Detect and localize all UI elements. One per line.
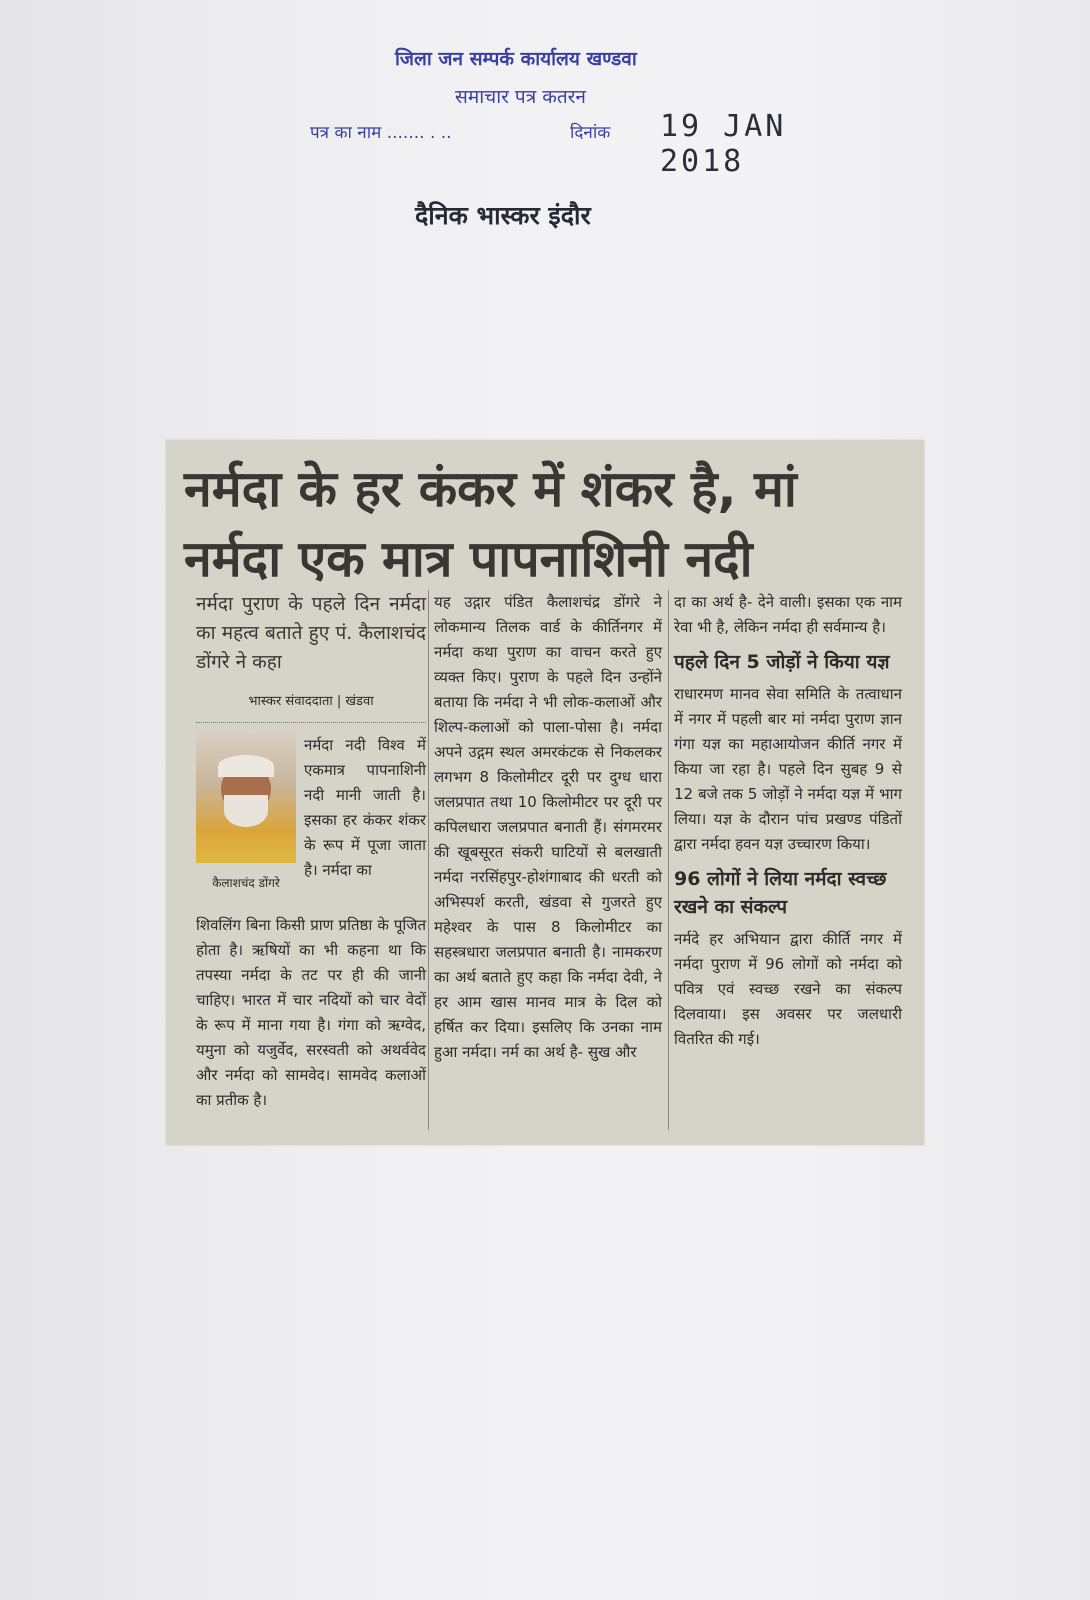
photo-side-text: नर्मदा नदी विश्व में एकमात्र पापनाशिनी नदी मानी जाती है। इसका हर कंकर शंकर के रूप में पूजा जाता है। नर्मदा का	[304, 736, 426, 879]
stamp-office-name: जिला जन सम्पर्क कार्यालय खण्डवा	[395, 48, 637, 70]
office-stamp	[300, 45, 860, 179]
newspaper-name: दैनिक भास्कर इंदौर	[415, 201, 591, 230]
stamp-title: समाचार पत्र कतरन	[455, 86, 586, 108]
column-1-text: शिवलिंग बिना किसी प्राण प्रतिष्ठा के पूजित होता है। ऋषियों का भी कहना था कि तपस्या नर्मदा के तट पर ही की जानी चाहिए। भारत में चार नदियों को चार वेदों के रूप में माना गया है। गंगा को ऋग्वेद, यमुना को यजुर्वेद, सरस्वती को अथर्ववेद और नर्मदा को सामवेद। सामवेद कलाओं का प्रतीक है।	[196, 916, 426, 1109]
column-divider	[428, 590, 429, 1130]
stamp-paper-label: पत्र का नाम ....... . ..	[310, 123, 452, 143]
photo-caption: कैलाशचंद डोंगरे	[212, 876, 280, 890]
article-column-3	[674, 590, 902, 1052]
photo-block	[196, 733, 426, 913]
author-photo	[196, 733, 296, 863]
article-column-1	[196, 590, 426, 1113]
section-text-pledge: नर्मदे हर अभियान द्वारा कीर्ति नगर में नर्मदा पुराण में 96 लोगों को नर्मदा को पवित्र एवं स्वच्छ रखने का संकल्प दिलवाया। इस अवसर पर जलधारी वितरित की गई।	[674, 930, 902, 1048]
column-divider	[668, 590, 669, 1130]
stamp-date-label: दिनांक	[570, 123, 611, 143]
section-heading-pledge: 96 लोगों ने लिया नर्मदा स्वच्छ रखने का संकल्प	[674, 868, 887, 918]
section-text-yagya: राधारमण मानव सेवा समिति के तत्वाधान में नगर में पहली बार मां नर्मदा पुराण ज्ञान गंगा यज्ञ का महाआयोजन कीर्ति नगर में किया जा रहा है। पहले दिन सुबह 9 से 12 बजे तक 5 जोड़ों ने नर्मदा यज्ञ में भाग लिया। यज्ञ के दौरान पांच प्रखण्ड पंडितों द्वारा नर्मदा हवन यज्ञ उच्चारण किया।	[674, 685, 902, 853]
article-headline: नर्मदा के हर कंकर में शंकर है, मां नर्मदा एक मात्र पापनाशिनी नदी	[184, 460, 797, 588]
column-3-intro: दा का अर्थ है- देने वाली। इसका एक नाम रेवा भी है, लेकिन नर्मदा ही सर्वमान्य है।	[674, 593, 902, 636]
newspaper-clipping	[166, 440, 924, 1145]
section-heading-yagya: पहले दिन 5 जोड़ों ने किया यज्ञ	[674, 651, 890, 673]
article-subhead: नर्मदा पुराण के पहले दिन नर्मदा का महत्व बताते हुए पं. कैलाशचंद डोंगरे ने कहा	[196, 593, 426, 673]
article-column-2: यह उद्गार पंडित कैलाशचंद्र डोंगरे ने लोकमान्य तिलक वार्ड के कीर्तिनगर में नर्मदा कथा पुराण का वाचन करते हुए व्यक्त किए। पुराण के पहले दिन उन्होंने बताया कि नर्मदा ने भी लोक-कलाओं और शिल्प-कलाओं को पाला-पोसा है। नर्मदा अपने उद्गम स्थल अमरकंटक से निकलकर लगभग 8 किलोमीटर दूरी पर दुग्ध धारा जलप्रपात तथा 10 किलोमीटर पर दूरी पर कपिलधारा जलप्रपात बनाती हैं। संगमरमर की खूबसूरत संकरी घाटियों से बलखाती नर्मदा नरसिंहपुर-होशंगाबाद की धरती को अभिस्पर्श करती, खंडवा से गुजरते हुए महेश्वर के पास 8 किलोमीटर का सहस्त्रधारा जलप्रपात बनाती है। नामकरण का अर्थ बताते हुए कहा कि नर्मदा देवी, ने हर आम खास मानव मात्र के दिल को हर्षित कर दिया। इसलिए कि उनका नाम हुआ नर्मदा। नर्म का अर्थ है- सुख और	[434, 593, 662, 1061]
article-byline: भास्कर संवाददाता | खंडवा	[196, 689, 426, 723]
stamp-date: 19 JAN 2018	[660, 109, 787, 179]
